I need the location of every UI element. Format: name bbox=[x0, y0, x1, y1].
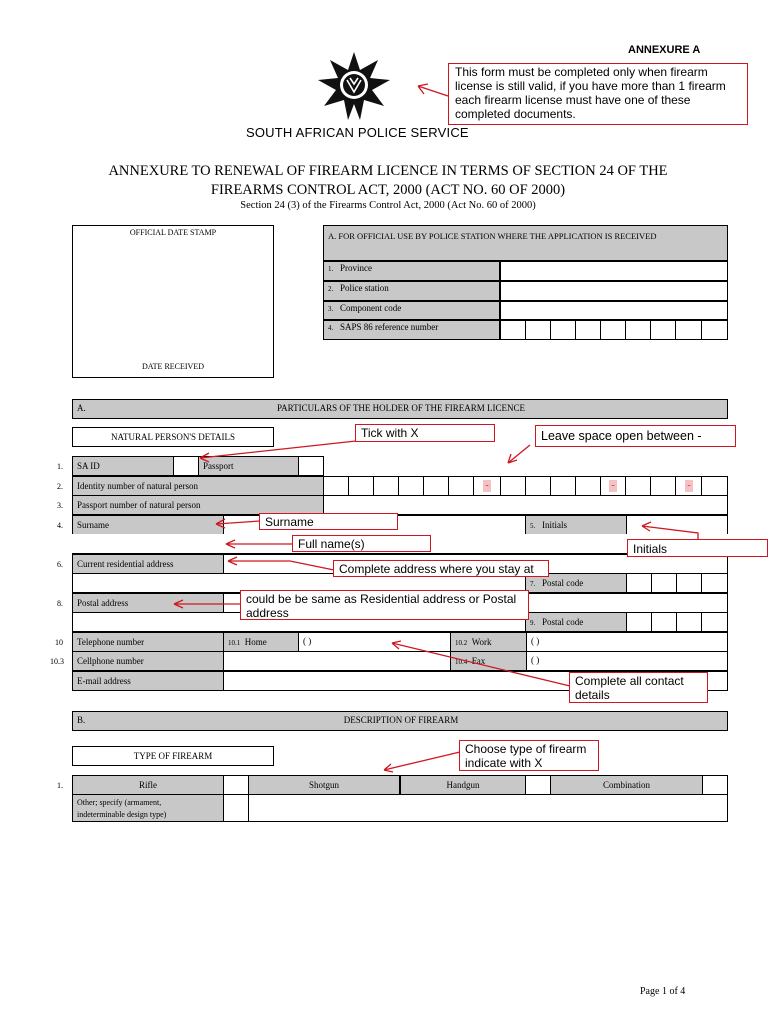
home-label bbox=[223, 632, 299, 652]
other-line1: Other; specify (armament, bbox=[77, 798, 162, 807]
postal-code-cell[interactable] bbox=[626, 573, 652, 593]
official-date-stamp-box[interactable] bbox=[72, 225, 274, 378]
component-code-input[interactable] bbox=[500, 301, 728, 320]
other-line2: indeterminable design type) bbox=[77, 810, 167, 819]
postal-code-2-cell[interactable] bbox=[651, 612, 677, 632]
official-row-saps86 bbox=[323, 320, 500, 340]
space-marker-dash: - bbox=[685, 480, 693, 492]
rifle-label: Rifle bbox=[72, 775, 224, 795]
saps86-ref-cell[interactable] bbox=[650, 320, 676, 340]
stamp-bottom-label: DATE RECEIVED bbox=[142, 362, 204, 371]
type-of-firearm-label: TYPE OF FIREARM bbox=[72, 746, 274, 766]
postal-code-2-num: 9. bbox=[530, 619, 536, 627]
id-digit-cell[interactable] bbox=[398, 476, 424, 496]
other-specify-input[interactable] bbox=[248, 794, 728, 822]
official-row-component-code bbox=[323, 301, 500, 320]
row-number: 8. bbox=[57, 599, 63, 608]
space-marker-dash: - bbox=[609, 480, 617, 492]
agency-name: SOUTH AFRICAN POLICE SERVICE bbox=[246, 125, 469, 140]
section-a-title: PARTICULARS OF THE HOLDER OF THE FIREARM LICENCE bbox=[276, 403, 526, 413]
official-row-province bbox=[323, 261, 500, 281]
shotgun-label: Shotgun bbox=[248, 775, 400, 795]
note-complete-address: Complete address where you stay at bbox=[333, 560, 549, 577]
form-title-line2: FIREARMS CONTROL ACT, 2000 (ACT NO. 60 OF 2000) bbox=[210, 182, 566, 198]
home-phone-input[interactable]: ( ) bbox=[298, 632, 451, 652]
police-station-input[interactable] bbox=[500, 281, 728, 301]
id-digit-cell[interactable] bbox=[625, 476, 651, 496]
section-b-title: DESCRIPTION OF FIREARM bbox=[343, 715, 459, 725]
id-digit-cell[interactable] bbox=[525, 476, 551, 496]
section-b-header bbox=[72, 711, 728, 731]
telephone-label: Telephone number bbox=[72, 632, 224, 652]
postal-code-2-text: Postal code bbox=[542, 617, 584, 627]
note-leave-space: Leave space open between - bbox=[535, 425, 736, 447]
initials-num: 5. bbox=[530, 522, 536, 530]
passport-label: Passport bbox=[198, 456, 299, 476]
section-a-header bbox=[72, 399, 728, 419]
email-label: E-mail address bbox=[72, 671, 224, 691]
note-form-validity: This form must be completed only when firearm license is still valid, if you have more than 1 firearm each firearm license must have one of these completed documents. bbox=[448, 63, 748, 125]
note-tick-with-x: Tick with X bbox=[355, 424, 495, 442]
row-number: 10.3 bbox=[50, 657, 64, 666]
row-number: 2. bbox=[57, 482, 63, 491]
form-title-line1: ANNEXURE TO RENEWAL OF FIREARM LICENCE IN TERMS OF SECTION 24 OF THE bbox=[108, 163, 668, 179]
row-number: 6. bbox=[57, 560, 63, 569]
row-number: 4. bbox=[57, 521, 63, 530]
work-phone-input[interactable]: ( ) bbox=[526, 632, 728, 652]
saps86-ref-cell[interactable] bbox=[575, 320, 601, 340]
home-text: Home bbox=[244, 637, 267, 647]
work-label bbox=[450, 632, 527, 652]
combination-checkbox[interactable] bbox=[702, 775, 728, 795]
note-full-names: Full name(s) bbox=[292, 535, 431, 552]
official-row-num: 4. bbox=[328, 324, 334, 332]
natural-person-details-label: NATURAL PERSON'S DETAILS bbox=[72, 427, 274, 447]
space-marker-dash: - bbox=[483, 480, 491, 492]
postal-address-label: Postal address bbox=[72, 593, 224, 613]
province-input[interactable] bbox=[500, 261, 728, 281]
row-number: 3. bbox=[57, 501, 63, 510]
initials-text: Initials bbox=[542, 520, 567, 530]
id-digit-cell[interactable] bbox=[550, 476, 576, 496]
id-digit-cell[interactable] bbox=[423, 476, 449, 496]
official-row-num: 3. bbox=[328, 305, 334, 313]
sa-id-checkbox[interactable] bbox=[173, 456, 199, 476]
postal-code-text: Postal code bbox=[542, 578, 584, 588]
official-row-label: SAPS 86 reference number bbox=[340, 322, 439, 332]
postal-code-2-label bbox=[525, 612, 627, 632]
postal-code-2-cell[interactable] bbox=[701, 612, 728, 632]
official-row-police-station bbox=[323, 281, 500, 301]
combination-label: Combination bbox=[550, 775, 703, 795]
id-digit-cell[interactable] bbox=[348, 476, 374, 496]
id-digit-cell[interactable] bbox=[701, 476, 728, 496]
annexure-label: ANNEXURE A bbox=[628, 44, 701, 56]
postal-code-2-cell[interactable] bbox=[626, 612, 652, 632]
fax-text: Fax bbox=[471, 656, 486, 666]
note-surname: Surname bbox=[259, 513, 398, 530]
cellphone-input[interactable] bbox=[223, 651, 451, 671]
rifle-checkbox[interactable] bbox=[223, 775, 249, 795]
passport-checkbox[interactable] bbox=[298, 456, 324, 476]
saps-star-emblem-icon bbox=[314, 50, 394, 122]
saps86-ref-cell[interactable] bbox=[500, 320, 526, 340]
page-number: Page 1 of 4 bbox=[640, 986, 686, 997]
work-num: 10.2 bbox=[455, 639, 468, 647]
surname-label: Surname bbox=[72, 515, 224, 535]
fax-num: 10.4 bbox=[455, 658, 468, 666]
postal-code-cell[interactable] bbox=[651, 573, 677, 593]
official-row-label: Police station bbox=[340, 283, 389, 293]
id-digit-cell[interactable] bbox=[323, 476, 349, 496]
initials-input[interactable] bbox=[626, 515, 728, 535]
note-contact-details: Complete all contact details bbox=[569, 672, 708, 703]
saps86-ref-cell[interactable] bbox=[701, 320, 728, 340]
postal-code-num: 7. bbox=[530, 580, 536, 588]
handgun-label: Handgun bbox=[400, 775, 526, 795]
official-use-heading: A. FOR OFFICIAL USE BY POLICE STATION WHERE THE APPLICATION IS RECEIVED bbox=[323, 225, 728, 261]
official-row-label: Component code bbox=[340, 303, 402, 313]
identity-number-label: Identity number of natural person bbox=[72, 476, 324, 496]
other-checkbox[interactable] bbox=[223, 794, 249, 822]
row-number: 1. bbox=[57, 462, 63, 471]
sa-id-label: SA ID bbox=[72, 456, 174, 476]
id-digit-cell[interactable] bbox=[650, 476, 676, 496]
saps86-ref-cell[interactable] bbox=[600, 320, 626, 340]
stamp-top-label: OFFICIAL DATE STAMP bbox=[129, 228, 217, 237]
fax-label bbox=[450, 651, 527, 671]
note-initials: Initials bbox=[627, 539, 768, 557]
postal-code-cell[interactable] bbox=[676, 573, 702, 593]
row-number: 1. bbox=[57, 781, 63, 790]
id-digit-cell[interactable] bbox=[575, 476, 601, 496]
official-row-label: Province bbox=[340, 263, 372, 273]
handgun-checkbox[interactable] bbox=[525, 775, 551, 795]
id-digit-cell[interactable] bbox=[373, 476, 399, 496]
work-text: Work bbox=[471, 637, 492, 647]
postal-code-cell[interactable] bbox=[701, 573, 728, 593]
other-specify-label bbox=[72, 794, 224, 822]
id-digit-cell[interactable] bbox=[448, 476, 474, 496]
id-digit-cell[interactable] bbox=[500, 476, 526, 496]
passport-number-label: Passport number of natural person bbox=[72, 495, 324, 515]
saps86-ref-cell[interactable] bbox=[625, 320, 651, 340]
official-row-num: 1. bbox=[328, 265, 334, 273]
row-number: 10 bbox=[55, 638, 63, 647]
saps86-ref-cell[interactable] bbox=[675, 320, 702, 340]
residential-address-label: Current residential address bbox=[72, 554, 224, 574]
saps86-ref-cell[interactable] bbox=[525, 320, 551, 340]
section-a-letter: A. bbox=[77, 403, 86, 413]
postal-code-2-cell[interactable] bbox=[676, 612, 702, 632]
section-b-letter: B. bbox=[77, 715, 86, 725]
saps86-ref-cell[interactable] bbox=[550, 320, 576, 340]
initials-label bbox=[525, 515, 627, 535]
official-row-num: 2. bbox=[328, 285, 334, 293]
home-num: 10.1 bbox=[228, 639, 241, 647]
note-firearm-type: Choose type of firearm indicate with X bbox=[459, 740, 599, 771]
cellphone-label: Cellphone number bbox=[72, 651, 224, 671]
form-subtitle: Section 24 (3) of the Firearms Control Act, 2000 (Act No. 60 of 2000) bbox=[240, 200, 536, 211]
note-postal-address: could be be same as Residential address or Postal address bbox=[240, 590, 529, 620]
passport-number-input[interactable] bbox=[323, 495, 728, 515]
fax-input[interactable]: ( ) bbox=[526, 651, 728, 671]
